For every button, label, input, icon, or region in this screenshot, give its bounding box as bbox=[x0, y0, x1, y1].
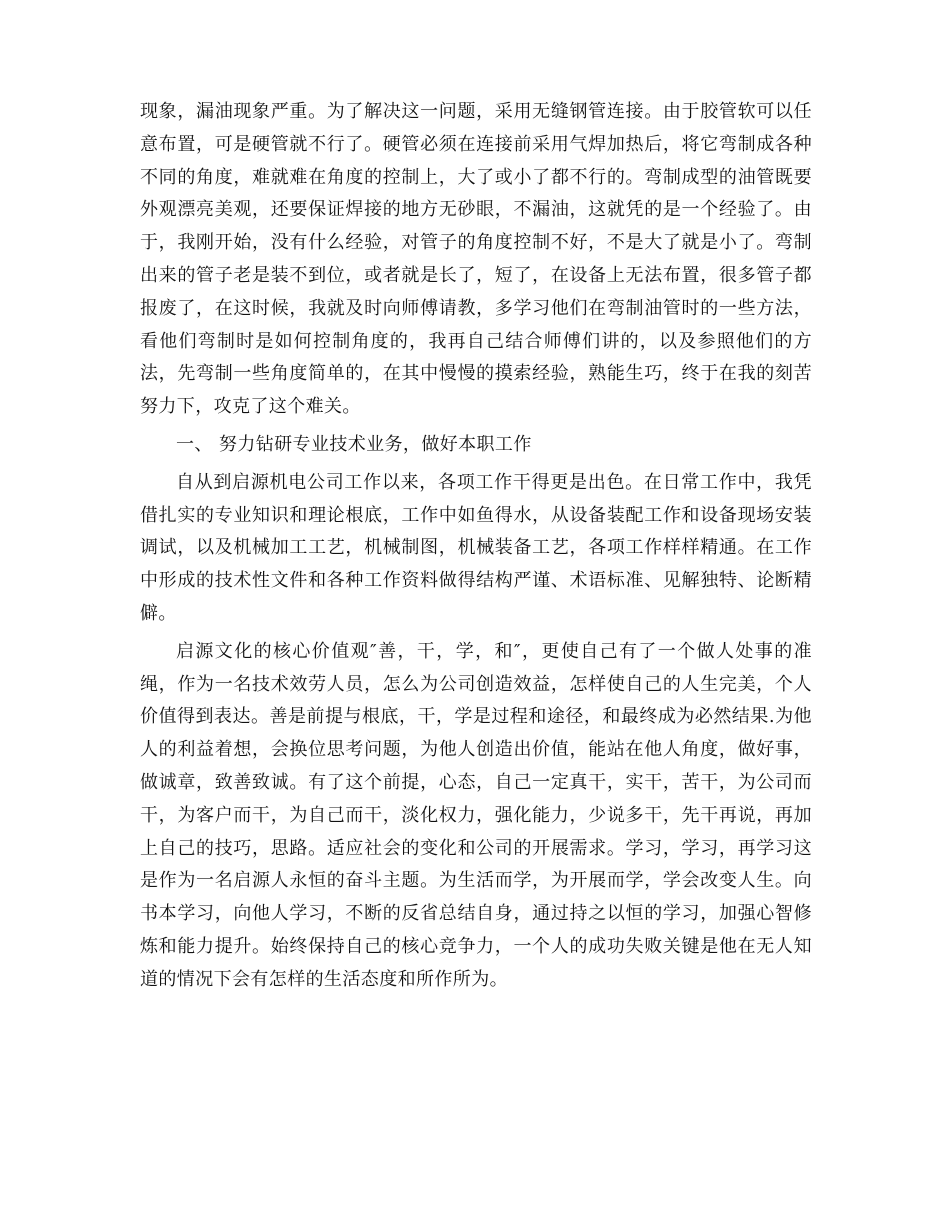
section-heading: 一、 努力钻研专业技术业务，做好本职工作 bbox=[176, 433, 532, 455]
paragraph-pipe-bending: 现象，漏油现象严重。为了解决这一问题，采用无缝钢管连接。由于胶管软可以任意布置，可是硬管就不行了。硬管必须在连接前采用气焊加热后，将它弯制成各种不同的角度，难就难在角度的控制上，大了或小了都不行的。弯制成型的油管既要外观漂亮美观，还要保证焊接的地方无砂眼，不漏油，这就凭的是一个经验了。由于，我刚开始，没有什么经验，对管子的角度控制不好，不是大了就是小了。弯制出来的管子老是装不到位，或者就是长了，短了，在设备上无法布置，很多管子都报废了，在这时候，我就及时向师傅请教，多学习他们在弯制油管时的一些方法，看他们弯制时是如何控制角度的，我再自己结合师傅们讲的，以及参照他们的方法，先弯制一些角度简单的，在其中慢慢的摸索经验，熟能生巧，终于在我的刻苦努力下，攻克了这个难关。 bbox=[140, 101, 812, 418]
document-body bbox=[140, 96, 812, 997]
paragraph-core-values: 启源文化的核心价值观″善，干，学，和″，更使自己有了一个做人处事的准绳，作为一名技术效劳人员，怎么为公司创造效益，怎样使自己的人生完美，个人价值得到表达。善是前提与根底，干，学是过程和途径，和最终成为必然结果.为他人的利益着想，会换位思考问题，为他人创造出价值，能站在他人角度，做好事，做诚章，致善致诚。有了这个前提，心态，自己一定真干，实干，苦干，为公司而干，为客户而干，为自己而干，淡化权力，强化能力，少说多干，先干再说，再加上自己的技巧，思路。适应社会的变化和公司的开展需求。学习，学习，再学习这是作为一名启源人永恒的奋斗主题。为生活而学，为开展而学，学会改变人生。向书本学习，向他人学习，不断的反省总结自身，通过持之以恒的学习，加强心智修炼和能力提升。始终保持自己的核心竞争力，一个人的成功失败关键是他在无人知道的情况下会有怎样的生活态度和所作所为。 bbox=[140, 640, 812, 990]
paragraph-work-performance: 自从到启源机电公司工作以来，各项工作干得更是出色。在日常工作中，我凭借扎实的专业知识和理论根底，工作中如鱼得水，从设备装配工作和设备现场安装调试，以及机械加工工艺，机械制图，机械装备工艺，各项工作样样精通。在工作中形成的技术性文件和各种工作资料做得结构严谨、术语标准、见解独特、论断精僻。 bbox=[140, 471, 812, 624]
